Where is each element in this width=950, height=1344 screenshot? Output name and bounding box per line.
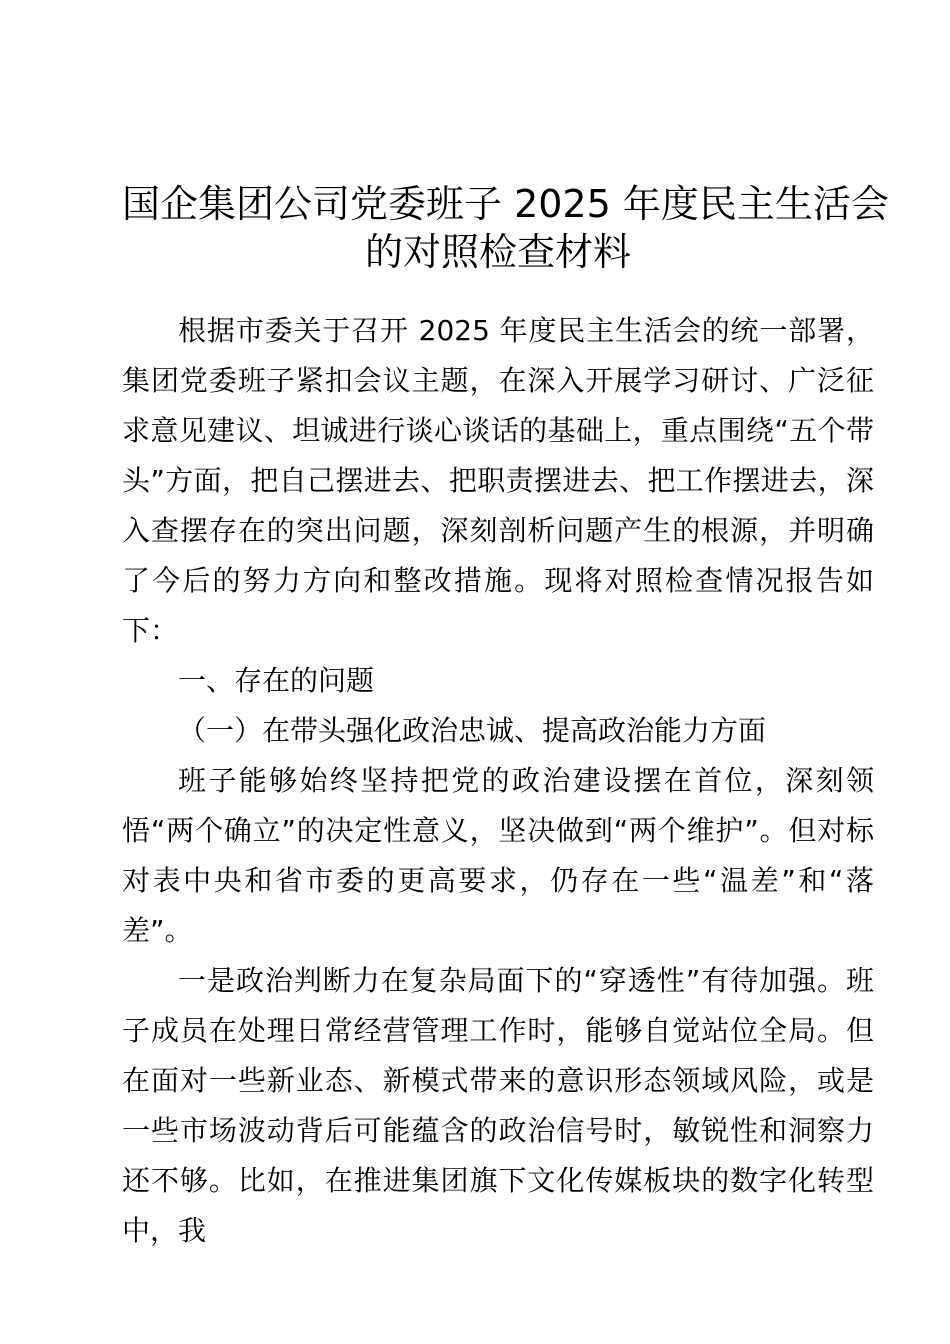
heading-existing-problems: 一、存在的问题 [178, 664, 375, 697]
paragraph-political-judgment: 一是政治判断力在复杂局面下的“穿透性”有待加强。班子成员在处理日常经营管理工作时，能够自觉站位全局。但在面对一些新业态、新模式带来的意识形态领域风险，或是一些市场波动背后可能蕴含的政治信号时，敏锐性和洞察力还不够。比如，在推进集团旗下文化传媒板块的数字化转型中，我 [122, 964, 874, 1247]
paragraph-political-building: 班子能够始终坚持把党的政治建设摆在首位，深刻领悟“两个确立”的决定性意义，坚决做到“两个维护”。但对标对表中央和省市委的更高要求，仍存在一些“温差”和“落差”。 [122, 764, 874, 947]
document-title [122, 180, 889, 276]
heading-political-loyalty-section: （一）在带头强化政治忠诚、提高政治能力方面 [178, 714, 767, 747]
document-title-line-2: 的对照检查材料 [364, 230, 631, 274]
paragraph-intro: 根据市委关于召开 2025 年度民主生活会的统一部署，集团党委班子紧扣会议主题，在深入开展学习研讨、广泛征求意见建议、坦诚进行谈心谈话的基础上，重点围绕“五个带头”方面，把自己摆进去、把职责摆进去、把工作摆进去，深入查摆存在的突出问题，深刻剖析问题产生的根源，并明确了今后的努力方向和整改措施。现将对照检查情况报告如下： [122, 314, 874, 647]
document-body [122, 306, 874, 1256]
document-title-line-1: 国企集团公司党委班子 2025 年度民主生活会 [122, 182, 889, 226]
